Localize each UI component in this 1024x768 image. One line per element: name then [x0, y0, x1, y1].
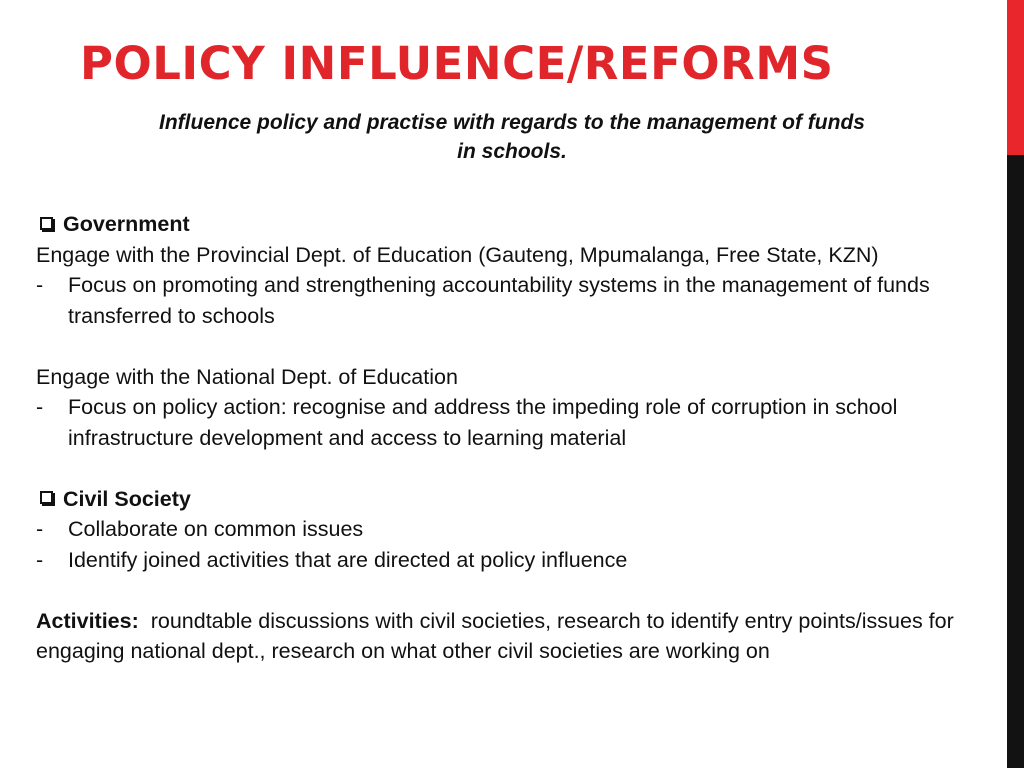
engage-provincial-text: Engage with the Provincial Dept. of Education (Gauteng, Mpumalanga, Free State, KZN): [36, 242, 879, 267]
bullet-text: Identify joined activities that are directed at policy influence: [68, 547, 628, 572]
list-item: [36, 392, 991, 453]
list-item: [36, 514, 991, 545]
bullet-dash: -: [36, 517, 44, 541]
bullet-dash: -: [36, 273, 44, 297]
slide-title: POLICY INFLUENCE/REFORMS: [80, 37, 834, 90]
checkbox-icon: [40, 217, 53, 230]
slide-subtitle: [72, 108, 952, 166]
bullet-text: Collaborate on common issues: [68, 517, 364, 541]
side-accent-bar-red: [1007, 0, 1024, 155]
bullet-text: Focus on promoting and strengthening accountability systems in the management of funds transferred to schools: [68, 273, 930, 328]
bullet-text: Focus on policy action: recognise and address the impeding role of corruption in school infrastructure development and access to learning material: [68, 395, 898, 450]
spacer: [36, 575, 991, 606]
government-heading-label: Government: [63, 212, 190, 236]
list-item: [36, 545, 991, 576]
bullet-dash: -: [36, 547, 44, 572]
subtitle-line-2: in schools.: [457, 140, 567, 163]
spacer: [36, 453, 991, 484]
subtitle-line-1: Influence policy and practise with regards to the management of funds: [159, 111, 865, 134]
engage-national-text: Engage with the National Dept. of Education: [36, 364, 458, 389]
government-heading: [36, 209, 991, 240]
checkbox-icon: [40, 491, 53, 504]
bullet-dash: -: [36, 395, 44, 419]
slide-body: [36, 209, 991, 667]
civil-society-heading: [36, 484, 991, 515]
side-accent-bar-black: [1007, 155, 1024, 768]
activities-text: roundtable discussions with civil societies, research to identify entry points/issues for engaging national dept., research on what other civil societies are working on: [36, 608, 954, 663]
activities-label: Activities:: [36, 608, 139, 633]
activities-paragraph: [36, 606, 991, 667]
spacer: [36, 331, 991, 362]
civil-society-heading-label: Civil Society: [63, 486, 191, 511]
list-item: [36, 270, 991, 331]
